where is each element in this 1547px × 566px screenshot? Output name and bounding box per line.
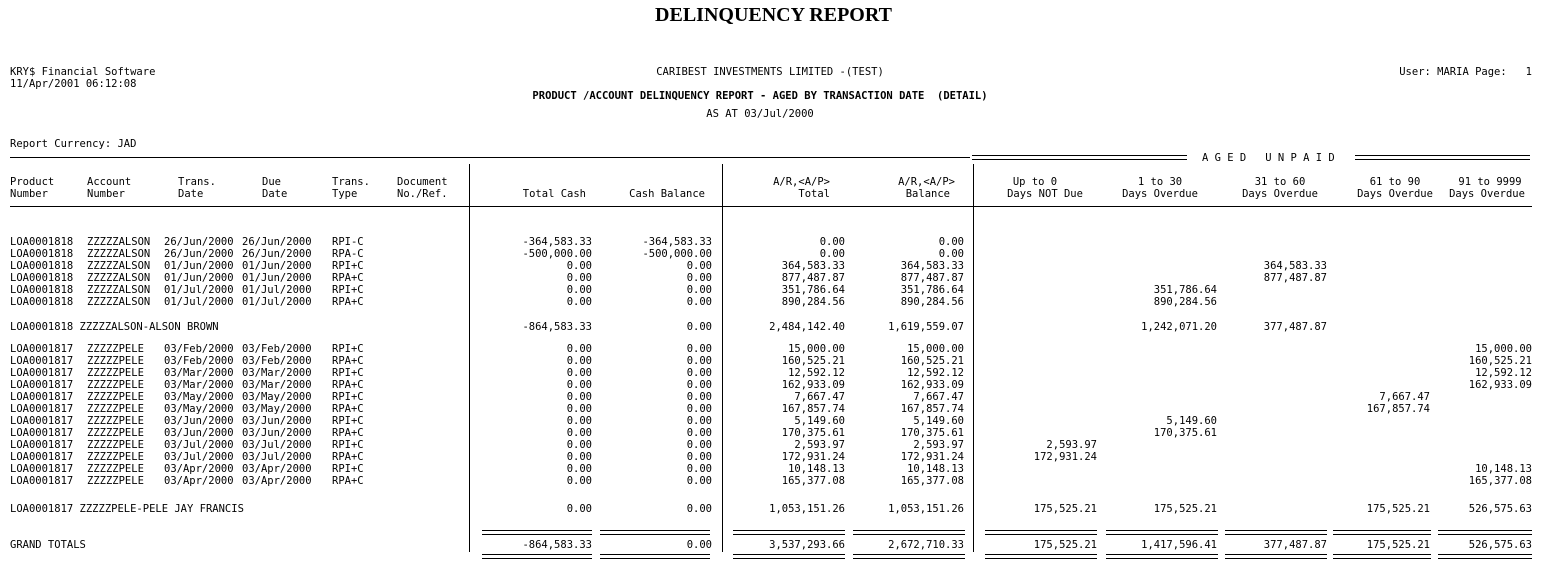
cell-tc: 0.00 — [566, 379, 592, 391]
cell-tc: 0.00 — [566, 284, 592, 296]
cell-cb: 0.00 — [686, 503, 712, 515]
cell-cb: 0.00 — [686, 284, 712, 296]
cell-due-date: 03/Jul/2000 — [242, 439, 312, 451]
cell-cb: 0.00 — [686, 355, 712, 367]
col-totalcash: Total Cash — [522, 188, 586, 200]
cell-u0: 2,593.97 — [1046, 439, 1097, 451]
cell-product: LOA0001818 — [10, 236, 74, 248]
cell-cb: 0.00 — [686, 296, 712, 308]
cell-account: ZZZZZALSON — [87, 272, 151, 284]
cell-cb: 0.00 — [686, 343, 712, 355]
cell-at: 167,857.74 — [781, 403, 845, 415]
cell-account: ZZZZZPELE — [87, 391, 144, 403]
col-transdate-2: Date — [178, 188, 204, 200]
cell-ab: 0.00 — [938, 236, 964, 248]
table-row — [0, 272, 1547, 284]
cell-at: 364,583.33 — [781, 260, 845, 272]
cell-tc: 0.00 — [566, 391, 592, 403]
cell-trans-type: RPI+C — [332, 415, 364, 427]
cell-cb: 0.00 — [686, 475, 712, 487]
cell-product: LOA0001817 — [10, 343, 74, 355]
cell-account: ZZZZZALSON — [87, 284, 151, 296]
cell-product: LOA0001818 — [10, 248, 74, 260]
cell-ab: 165,377.08 — [900, 475, 964, 487]
cell-account: ZZZZZPELE — [87, 427, 144, 439]
cell-d91: 526,575.63 — [1468, 503, 1532, 515]
cell-ab: 0.00 — [938, 248, 964, 260]
cell-d61: 175,525.21 — [1366, 503, 1430, 515]
company-name: CARIBEST INVESTMENTS LIMITED -(TEST) — [656, 66, 884, 78]
cell-product: LOA0001818 — [10, 260, 74, 272]
cell-d91: 10,148.13 — [1475, 463, 1532, 475]
cell-product: LOA0001817 — [10, 391, 74, 403]
cell-cb: 0.00 — [686, 367, 712, 379]
col-product-2: Number — [10, 188, 48, 200]
total-rule — [1225, 554, 1327, 559]
col-transtype-2: Type — [332, 188, 358, 200]
col-d61-2: Days Overdue — [1357, 188, 1433, 200]
report-title: DELINQUENCY REPORT — [655, 4, 892, 26]
cell-trans-type: RPI+C — [332, 260, 364, 272]
grand-totals-row — [0, 539, 1547, 551]
table-row — [0, 343, 1547, 355]
cell-at: 0.00 — [819, 248, 845, 260]
col-d91-1: 91 to 9999 — [1458, 176, 1522, 188]
cell-product: LOA0001818 — [10, 284, 74, 296]
cell-tc: -864,583.33 — [522, 321, 592, 333]
cell-cb: 0.00 — [686, 451, 712, 463]
cell-d31: 364,583.33 — [1263, 260, 1327, 272]
cell-ab: 5,149.60 — [913, 415, 964, 427]
report-currency: Report Currency: JAD — [10, 138, 137, 150]
table-row — [0, 379, 1547, 391]
cell-ab: 160,525.21 — [900, 355, 964, 367]
cell-account: ZZZZZPELE — [87, 439, 144, 451]
cell-cb: 0.00 — [686, 415, 712, 427]
col-apbalance-2: Balance — [905, 188, 950, 200]
cell-account: ZZZZZALSON — [87, 296, 151, 308]
cell-tc: 0.00 — [566, 272, 592, 284]
cell-at: 165,377.08 — [781, 475, 845, 487]
cell-due-date: 03/Feb/2000 — [242, 355, 312, 367]
cell-at: 2,484,142.40 — [769, 321, 845, 333]
cell-at: 2,593.97 — [794, 439, 845, 451]
cell-d61: 167,857.74 — [1366, 403, 1430, 415]
cell-at: 7,667.47 — [794, 391, 845, 403]
cell-ab: 172,931.24 — [900, 451, 964, 463]
cell-at: 160,525.21 — [781, 355, 845, 367]
cell-product: LOA0001817 — [10, 355, 74, 367]
cell-d91: 526,575.63 — [1468, 539, 1532, 551]
cell-d91: 12,592.12 — [1475, 367, 1532, 379]
cell-due-date: 03/Apr/2000 — [242, 463, 312, 475]
cell-product: LOA0001817 — [10, 427, 74, 439]
col-apbalance-1: A/R,<A/P> — [898, 176, 955, 188]
col-d31-1: 31 to 60 — [1254, 176, 1306, 188]
cell-trans-date: 03/Jun/2000 — [164, 415, 234, 427]
cell-account: ZZZZZPELE — [87, 367, 144, 379]
cell-trans-type: RPA-C — [332, 248, 364, 260]
col-document-1: Document — [397, 176, 448, 188]
cell-trans-date: 03/May/2000 — [164, 391, 234, 403]
cell-account: ZZZZZPELE — [87, 403, 144, 415]
cell-at: 890,284.56 — [781, 296, 845, 308]
cell-ab: 7,667.47 — [913, 391, 964, 403]
cell-due-date: 03/Jun/2000 — [242, 427, 312, 439]
cell-account: ZZZZZPELE — [87, 475, 144, 487]
cell-tc: 0.00 — [566, 427, 592, 439]
total-rule — [1333, 530, 1431, 535]
cell-product: LOA0001818 — [10, 272, 74, 284]
cell-d1: 890,284.56 — [1153, 296, 1217, 308]
cell-d91: 160,525.21 — [1468, 355, 1532, 367]
cell-trans-type: RPA+C — [332, 379, 364, 391]
cell-ab: 12,592.12 — [907, 367, 964, 379]
aged-rule-right — [1355, 155, 1530, 160]
cell-cb: 0.00 — [686, 403, 712, 415]
cell-product: LOA0001817 — [10, 475, 74, 487]
cell-trans-date: 03/Jul/2000 — [164, 439, 234, 451]
cell-account: ZZZZZPELE — [87, 451, 144, 463]
cell-trans-type: RPI+C — [332, 284, 364, 296]
cell-account: ZZZZZPELE — [87, 343, 144, 355]
subtotal-row — [0, 321, 1547, 333]
total-rule — [733, 530, 845, 535]
cell-tc: 0.00 — [566, 475, 592, 487]
cell-product: LOA0001818 — [10, 296, 74, 308]
cell-d31: 877,487.87 — [1263, 272, 1327, 284]
cell-ab: 15,000.00 — [907, 343, 964, 355]
cell-product: LOA0001817 — [10, 367, 74, 379]
cell-ab: 1,053,151.26 — [888, 503, 964, 515]
cell-account: ZZZZZALSON — [87, 260, 151, 272]
cell-account: ZZZZZPELE — [87, 463, 144, 475]
total-rule — [1438, 530, 1532, 535]
cell-trans-type: RPA+C — [332, 451, 364, 463]
report-datetime: 11/Apr/2001 06:12:08 — [10, 78, 137, 90]
cell-trans-date: 03/Apr/2000 — [164, 463, 234, 475]
cell-due-date: 03/May/2000 — [242, 391, 312, 403]
cell-product: LOA0001817 — [10, 379, 74, 391]
cell-trans-date: 26/Jun/2000 — [164, 248, 234, 260]
cell-ab: 351,786.64 — [900, 284, 964, 296]
table-row — [0, 463, 1547, 475]
cell-tc: 0.00 — [566, 503, 592, 515]
cell-d1: 351,786.64 — [1153, 284, 1217, 296]
cell-trans-type: RPA+C — [332, 475, 364, 487]
cell-account: ZZZZZALSON — [87, 236, 151, 248]
cell-trans-date: 03/Feb/2000 — [164, 343, 234, 355]
as-at-date: AS AT 03/Jul/2000 — [706, 108, 814, 120]
total-rule — [600, 530, 710, 535]
cell-cb: 0.00 — [686, 539, 712, 551]
cell-tc: 0.00 — [566, 260, 592, 272]
cell-due-date: 01/Jun/2000 — [242, 260, 312, 272]
cell-tc: 0.00 — [566, 367, 592, 379]
cell-u0: 175,525.21 — [1033, 539, 1097, 551]
cell-tc: 0.00 — [566, 463, 592, 475]
cell-product: LOA0001817 — [10, 463, 74, 475]
cell-ab: 1,619,559.07 — [888, 321, 964, 333]
cell-at: 5,149.60 — [794, 415, 845, 427]
table-row — [0, 260, 1547, 272]
cell-tc: -864,583.33 — [522, 539, 592, 551]
cell-trans-type: RPI+C — [332, 391, 364, 403]
cell-trans-type: RPA+C — [332, 296, 364, 308]
cell-cb: -500,000.00 — [642, 248, 712, 260]
cell-d61: 175,525.21 — [1366, 539, 1430, 551]
total-rule — [853, 530, 965, 535]
cell-ab: 890,284.56 — [900, 296, 964, 308]
cell-at: 3,537,293.66 — [769, 539, 845, 551]
col-aptotal-1: A/R,<A/P> — [773, 176, 830, 188]
cell-trans-date: 01/Jun/2000 — [164, 272, 234, 284]
cell-tc: 0.00 — [566, 296, 592, 308]
cell-due-date: 01/Jun/2000 — [242, 272, 312, 284]
total-rule — [600, 554, 710, 559]
col-aptotal-2: Total — [798, 188, 830, 200]
cell-d31: 377,487.87 — [1263, 539, 1327, 551]
cell-at: 172,931.24 — [781, 451, 845, 463]
cell-at: 12,592.12 — [788, 367, 845, 379]
total-rule — [1438, 554, 1532, 559]
cell-due-date: 26/Jun/2000 — [242, 248, 312, 260]
cell-at: 15,000.00 — [788, 343, 845, 355]
cell-trans-type: RPI-C — [332, 236, 364, 248]
cell-due-date: 03/Feb/2000 — [242, 343, 312, 355]
cell-trans-date: 03/Feb/2000 — [164, 355, 234, 367]
table-row — [0, 296, 1547, 308]
cell-at: 877,487.87 — [781, 272, 845, 284]
cell-product: LOA0001817 — [10, 451, 74, 463]
cell-d1: 170,375.61 — [1153, 427, 1217, 439]
aged-rule-left — [972, 155, 1187, 160]
cell-cb: 0.00 — [686, 260, 712, 272]
cell-cb: 0.00 — [686, 391, 712, 403]
cell-trans-type: RPA+C — [332, 355, 364, 367]
cell-product: LOA0001817 — [10, 403, 74, 415]
col-d91-2: Days Overdue — [1449, 188, 1525, 200]
cell-d91: 165,377.08 — [1468, 475, 1532, 487]
table-row — [0, 475, 1547, 487]
table-row — [0, 415, 1547, 427]
col-account-2: Number — [87, 188, 125, 200]
header-bottom-rule — [10, 206, 1532, 207]
col-upto0-1: Up to 0 — [1012, 176, 1058, 188]
header-rule — [10, 157, 970, 158]
col-duedate-2: Date — [262, 188, 288, 200]
cell-ab: 162,933.09 — [900, 379, 964, 391]
cell-d91: 15,000.00 — [1475, 343, 1532, 355]
cell-tc: -500,000.00 — [522, 248, 592, 260]
table-row — [0, 355, 1547, 367]
cell-tc: 0.00 — [566, 439, 592, 451]
col-transtype-1: Trans. — [332, 176, 370, 188]
cell-ab: 877,487.87 — [900, 272, 964, 284]
col-product-1: Product — [10, 176, 55, 188]
table-row — [0, 236, 1547, 248]
col-d61-1: 61 to 90 — [1369, 176, 1421, 188]
cell-ab: 170,375.61 — [900, 427, 964, 439]
cell-trans-date: 03/Jun/2000 — [164, 427, 234, 439]
cell-account: ZZZZZPELE — [87, 415, 144, 427]
col-d31-2: Days Overdue — [1242, 188, 1318, 200]
cell-due-date: 03/May/2000 — [242, 403, 312, 415]
cell-d1: 1,417,596.41 — [1141, 539, 1217, 551]
total-rule — [482, 554, 592, 559]
cell-tc: 0.00 — [566, 403, 592, 415]
cell-due-date: 03/Mar/2000 — [242, 379, 312, 391]
cell-ab: 10,148.13 — [907, 463, 964, 475]
col-cashbalance: Cash Balance — [629, 188, 705, 200]
cell-trans-date: 03/Mar/2000 — [164, 379, 234, 391]
cell-d61: 7,667.47 — [1379, 391, 1430, 403]
total-rule — [1106, 554, 1218, 559]
cell-at: 10,148.13 — [788, 463, 845, 475]
cell-cb: 0.00 — [686, 379, 712, 391]
cell-d31: 377,487.87 — [1263, 321, 1327, 333]
table-row — [0, 403, 1547, 415]
cell-due-date: 03/Mar/2000 — [242, 367, 312, 379]
cell-trans-type: RPI+C — [332, 439, 364, 451]
cell-d1: 1,242,071.20 — [1141, 321, 1217, 333]
cell-tc: -364,583.33 — [522, 236, 592, 248]
subtotal-row — [0, 503, 1547, 515]
cell-d91: 162,933.09 — [1468, 379, 1532, 391]
cell-label: GRAND TOTALS — [10, 539, 86, 551]
col-transdate-1: Trans. — [178, 176, 216, 188]
cell-label: LOA0001817 ZZZZZPELE-PELE JAY FRANCIS — [10, 503, 244, 515]
user-page: User: MARIA Page: 1 — [1399, 66, 1532, 78]
cell-tc: 0.00 — [566, 451, 592, 463]
table-row — [0, 391, 1547, 403]
cell-trans-type: RPI+C — [332, 343, 364, 355]
cell-ab: 364,583.33 — [900, 260, 964, 272]
cell-due-date: 03/Jun/2000 — [242, 415, 312, 427]
col-document-2: No./Ref. — [397, 188, 448, 200]
cell-trans-type: RPI+C — [332, 367, 364, 379]
col-account-1: Account — [87, 176, 132, 188]
software-name: KRY$ Financial Software — [10, 66, 156, 78]
cell-trans-date: 03/Mar/2000 — [164, 367, 234, 379]
cell-trans-type: RPI+C — [332, 463, 364, 475]
cell-cb: -364,583.33 — [642, 236, 712, 248]
cell-due-date: 26/Jun/2000 — [242, 236, 312, 248]
cell-cb: 0.00 — [686, 463, 712, 475]
cell-trans-type: RPA+C — [332, 403, 364, 415]
cell-ab: 2,593.97 — [913, 439, 964, 451]
total-rule — [482, 530, 592, 535]
cell-cb: 0.00 — [686, 272, 712, 284]
cell-trans-type: RPA+C — [332, 272, 364, 284]
cell-account: ZZZZZPELE — [87, 355, 144, 367]
total-rule — [985, 554, 1097, 559]
table-row — [0, 248, 1547, 260]
cell-at: 162,933.09 — [781, 379, 845, 391]
total-rule — [985, 530, 1097, 535]
cell-cb: 0.00 — [686, 321, 712, 333]
cell-u0: 175,525.21 — [1033, 503, 1097, 515]
cell-account: ZZZZZPELE — [87, 379, 144, 391]
cell-product: LOA0001817 — [10, 439, 74, 451]
table-row — [0, 367, 1547, 379]
cell-product: LOA0001817 — [10, 415, 74, 427]
total-rule — [1225, 530, 1327, 535]
cell-trans-date: 03/May/2000 — [164, 403, 234, 415]
cell-trans-type: RPA+C — [332, 427, 364, 439]
cell-due-date: 03/Jul/2000 — [242, 451, 312, 463]
total-rule — [1333, 554, 1431, 559]
cell-trans-date: 01/Jul/2000 — [164, 284, 234, 296]
cell-due-date: 03/Apr/2000 — [242, 475, 312, 487]
cell-trans-date: 01/Jun/2000 — [164, 260, 234, 272]
col-duedate-1: Due — [262, 176, 281, 188]
cell-ab: 167,857.74 — [900, 403, 964, 415]
cell-tc: 0.00 — [566, 355, 592, 367]
cell-due-date: 01/Jul/2000 — [242, 296, 312, 308]
table-row — [0, 439, 1547, 451]
cell-at: 351,786.64 — [781, 284, 845, 296]
cell-label: LOA0001818 ZZZZZALSON-ALSON BROWN — [10, 321, 219, 333]
cell-at: 170,375.61 — [781, 427, 845, 439]
cell-at: 1,053,151.26 — [769, 503, 845, 515]
col-upto0-2: Days NOT Due — [1007, 188, 1083, 200]
cell-trans-date: 26/Jun/2000 — [164, 236, 234, 248]
col-d1-1: 1 to 30 — [1137, 176, 1183, 188]
cell-cb: 0.00 — [686, 427, 712, 439]
total-rule — [853, 554, 965, 559]
cell-u0: 172,931.24 — [1033, 451, 1097, 463]
cell-trans-date: 01/Jul/2000 — [164, 296, 234, 308]
cell-trans-date: 03/Jul/2000 — [164, 451, 234, 463]
cell-cb: 0.00 — [686, 439, 712, 451]
aged-unpaid-label: A G E D U N P A I D — [1202, 152, 1335, 164]
cell-trans-date: 03/Apr/2000 — [164, 475, 234, 487]
table-row — [0, 284, 1547, 296]
col-d1-2: Days Overdue — [1122, 188, 1198, 200]
cell-at: 0.00 — [819, 236, 845, 248]
cell-d1: 175,525.21 — [1153, 503, 1217, 515]
cell-d1: 5,149.60 — [1166, 415, 1217, 427]
table-row — [0, 451, 1547, 463]
total-rule — [1106, 530, 1218, 535]
cell-tc: 0.00 — [566, 415, 592, 427]
cell-tc: 0.00 — [566, 343, 592, 355]
report-subtitle: PRODUCT /ACCOUNT DELINQUENCY REPORT - AGED BY TRANSACTION DATE (DETAIL) — [532, 90, 988, 102]
table-row — [0, 427, 1547, 439]
cell-due-date: 01/Jul/2000 — [242, 284, 312, 296]
cell-account: ZZZZZALSON — [87, 248, 151, 260]
total-rule — [733, 554, 845, 559]
cell-ab: 2,672,710.33 — [888, 539, 964, 551]
